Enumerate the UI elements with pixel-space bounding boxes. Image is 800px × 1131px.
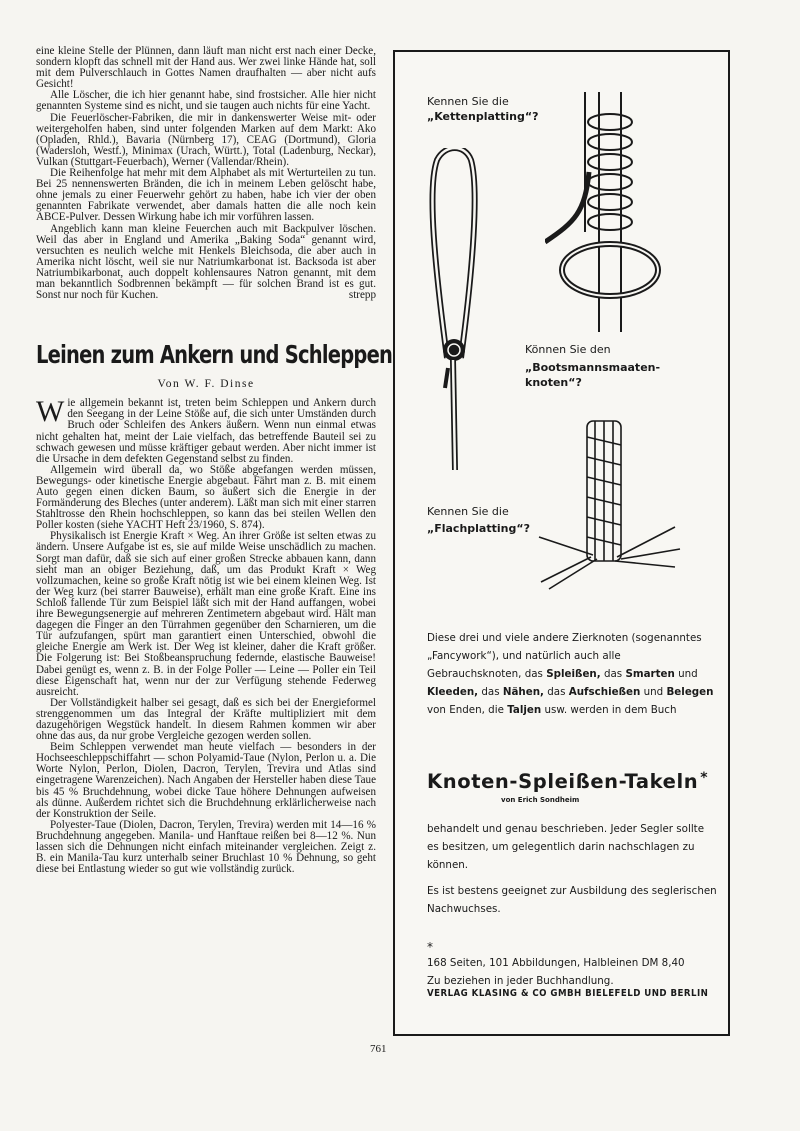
ad-text-bold: Nähen, — [502, 686, 544, 698]
article-column — [36, 45, 393, 876]
footnote-line-2: Zu beziehen in jeder Buchhandlung. — [427, 975, 614, 987]
question-1-name-text: „Kettenplatting“? — [427, 110, 539, 123]
ad-text: das — [543, 686, 569, 698]
publisher-line: VERLAG KLASING & CO GMBH BIELEFELD UND BERLIN — [427, 988, 709, 999]
article-byline: Von W. F. Dinse — [157, 378, 255, 391]
question-2 — [525, 342, 660, 390]
book-title-asterisk: * — [700, 770, 709, 786]
ad-text-bold: Belegen — [666, 686, 714, 698]
ad-text-bold: Kleeden, — [427, 686, 479, 698]
book-author: von Erich Sondheim — [501, 796, 580, 804]
article-paragraph: eine kleine Stelle der Plünnen, dann läuft man nicht erst nach einer Decke, sondern klopft das schnell mit der Hand aus. Wer zwei linke Hände hat, soll mit dem Pulverschlauch in Gottes Namen draufhalten — aber nicht aufs Gesicht! — [36, 45, 376, 91]
rope-loop-illustration — [425, 148, 485, 478]
article-first-paragraph — [36, 395, 376, 465]
question-2-name — [525, 360, 660, 375]
ad-text-bold: Taljen — [507, 704, 542, 716]
article-paragraph: Die Feuerlöscher-Fabriken, die mir in dankenswerter Weise mit- oder weitergeholfen haben, sind unter folgenden Marken auf dem Markt: Ako (Opladen, Rhld.), Bavaria (Nürnberg 17), CEAG (Dortmund), Gloria (Wadersloh, Westf.), Minimax (Urach, Württ.), Total (Ladenburg, Neckar), Vulkan (Stuttgart-Feuerbach), Werner (Vallendar/Rhein). — [36, 111, 376, 168]
article-paragraph: Polyester-Taue (Diolen, Dacron, Terylen, Trevira) werden mit 14—16 % Bruchdehnung angegeben. Manila- und Hanftaue reißen bei 8—12 %. Nun lassen sich die Dehnungen nicht einfach miteinander vergleichen. Zeigt z. B. ein Manila-Tau kurz unterhalb seiner Bruchlast 10 % Dehnung, so geht diese bei Entlastung wieder so gut wie vollständig zurück. — [36, 818, 376, 876]
first-paragraph-text: ie allgemein bekannt ist, treten beim Schleppen und Ankern durch den Seegang in der Leine Stöße auf, die sich unter Umständen durch Bruch oder Schleifen des Ankers äußern. Wenn nun einmal etwas nicht gehalten hat, meint der Laie vielfach, das betreffende Bauteil sei zu schwach gewesen und müsse kräftiger gebaut werden. Aber nicht immer ist die Ursache in dem defekten Gegenstand selbst zu finden. — [36, 397, 376, 465]
ad-body-text-2: behandelt und genau beschrieben. Jeder Segler sollte es besitzen, um gelegentlich darin nachschlagen zu können. — [427, 823, 705, 871]
article-paragraph: Die Reihenfolge hat mehr mit dem Alphabet als mit Werturteilen zu tun. Bei 25 nennenswerten Bränden, die ich in meinem Leben gelöscht habe, ohne jemals zu einer Feuerwehr gehört zu haben, habe ich vier der oben genannten Fabrikate verwendet, aber damals hatten die alle noch kein ABCE-Pulver. Dessen Wirkung habe ich mir vorführen lassen. — [36, 167, 376, 224]
article-headline: Leinen zum Ankern und Schleppen — [36, 340, 393, 370]
drop-cap: W — [36, 395, 65, 429]
article-paragraph: Beim Schleppen verwendet man heute vielfach — besonders in der Hochseeschleppschiffahrt — schon Polyamid-Taue (Nylon, Perlon u. a. Die Worte Nylon, Perlon, Diolen, Dacron, Terylen, Trevira und Atlas sind eingetragene Warenzeichen). Nach Angaben der Hersteller haben diese Taue bis 45 % Bruchdehnung, wobei dicke Taue höhere Dehnungen aufweisen als dünne. Außerdem richtet sich die Bruchdehnung erklärlicherweise nach der Konstruktion der Seile. — [36, 741, 376, 820]
ad-text: und — [674, 668, 698, 680]
question-2-pre: Können Sie den — [525, 343, 611, 356]
book-title — [427, 770, 708, 793]
question-2-name-2 — [525, 375, 660, 390]
article-paragraph — [36, 224, 376, 302]
ad-body-text-3: Es ist bestens geeignet zur Ausbildung des seglerischen Nachwuchses. — [427, 885, 717, 915]
chain-plait-illustration — [545, 92, 675, 342]
question-1-pre: Kennen Sie die — [427, 95, 509, 108]
question-3-pre: Kennen Sie die — [427, 505, 509, 518]
ad-text-bold: Smarten — [625, 668, 675, 680]
article-paragraph-text: Angeblich kann man kleine Feuerchen auch mit Backpulver löschen. Weil das aber in England und Amerika „Baking Soda“ genannt wird, versuchten es neulich welche mit Henkels Bleichsoda, die aber auch in Amerika nicht löscht, weil sie nur Natriumkarbonat ist. Backsoda ist aber Natriumbikarbonat, auch doppelt kohlensaures Natron genannt, mit dem man bekanntlich Sodbrennen bekämpft — für solchen Brand ist es gut. Sonst nur noch für Kuchen. — [36, 222, 376, 302]
author-signature: strepp — [348, 289, 376, 302]
ad-text: usw. werden in dem Buch — [541, 704, 677, 716]
article-paragraph: Alle Löscher, die ich hier genannt habe, sind frostsicher. Alle hier nicht genannten Systeme sind es nicht, und sie taugen auch nichts für eine Yacht. — [36, 89, 376, 113]
ad-text: von Enden, die — [427, 704, 508, 716]
ad-body-text-1 — [427, 629, 717, 719]
question-2-name-line-2: knoten“? — [525, 376, 582, 389]
page-number: 761 — [370, 1043, 387, 1055]
footnote-line-1: 168 Seiten, 101 Abbildungen, Halbleinen DM 8,40 — [427, 957, 685, 969]
article-paragraph: Allgemein wird überall da, wo Stöße abgefangen werden müssen, Bewegungs- oder kinetische Energie abgebaut. Fährt man z. B. mit einem Auto gegen einen dicken Baum, so äußert sich die Energie in der Formänderung des Bleches (unter anderem). Läßt man sich mit einer starren Stahltrosse den Rhein hochschleppen, so kann das bei steilen Wellen den Poller kosten (siehe YACHT Heft 23/1960, S. 874). — [36, 463, 376, 532]
ad-text: das — [478, 686, 503, 698]
ad-text: das — [600, 668, 626, 680]
question-3 — [427, 504, 530, 536]
article-paragraph: Der Vollständigkeit halber sei gesagt, daß es sich bei der Energieformel strenggenommen um das Integral der Kräfte multipliziert mit dem dazugehörigen Wegstück handelt. In diesem Rahmen kommen wir aber ohne das aus, da nur grobe Vergleiche gezogen werden sollen. — [36, 696, 376, 743]
ad-text: und — [640, 686, 667, 698]
ad-footnote — [427, 940, 717, 990]
question-1-name — [427, 109, 539, 124]
footnote-mark: * — [427, 940, 433, 954]
article-paragraph: Physikalisch ist Energie Kraft × Weg. An ihrer Größe ist selten etwas zu ändern. Unsere Aufgabe ist es, sie auf milde Weise unschädlich zu machen. Sorgt man dafür, daß sie sich auf einer großen Strecke abbauen kann, dann sieht man an obiger Beziehung, daß, um das Produkt Kraft × Weg vollzumachen, keine so große Kraft nötig ist wie bei einem kleinen Weg. Ist der Weg kurz (bei starrer Bauweise), erhält man eine große Kraft. Eine ins Schloß fallende Tür zum Beispiel läßt sich mit der Hand auffangen, wobei ihre Bewegungsenergie auf mehreren Zentimetern abgebaut wird. Hält man dagegen die Finger an den Türrahmen gegenüber den Scharnieren, um die Tür aufzufangen, spürt man garantiert einen Unterschied, obwohl die gleiche Energie am Werk ist. Der Weg ist kleiner, daher die Kraft größer. Die Folgerung ist: Bei Stoßbeanspruchung federnde, elastische Bauweise! Dabei genügt es, wenn z. B. in der Folge Poller — Leine — Poller ein Teil diese Eigenschaft hat, wenn nur der zur Verfügung stehende Federweg ausreicht. — [36, 530, 376, 698]
question-2-name-line-1: „Bootsmannsmaaten- — [525, 361, 661, 374]
question-3-name-text: „Flachplatting“? — [427, 522, 530, 535]
ad-text-bold: Spleißen, — [546, 668, 601, 680]
flat-plait-illustration — [535, 417, 685, 592]
question-3-name — [427, 521, 530, 536]
ad-text-bold: Aufschießen — [568, 686, 641, 698]
question-1 — [427, 94, 539, 124]
book-advertisement — [393, 50, 730, 1036]
ad-text: Diese drei und viele andere Zierknoten (sogenanntes „Fancywork“), und natürlich auch alle Gebrauchsknoten, das — [427, 632, 702, 680]
book-title-text: Knoten-Spleißen-Takeln — [427, 770, 699, 793]
